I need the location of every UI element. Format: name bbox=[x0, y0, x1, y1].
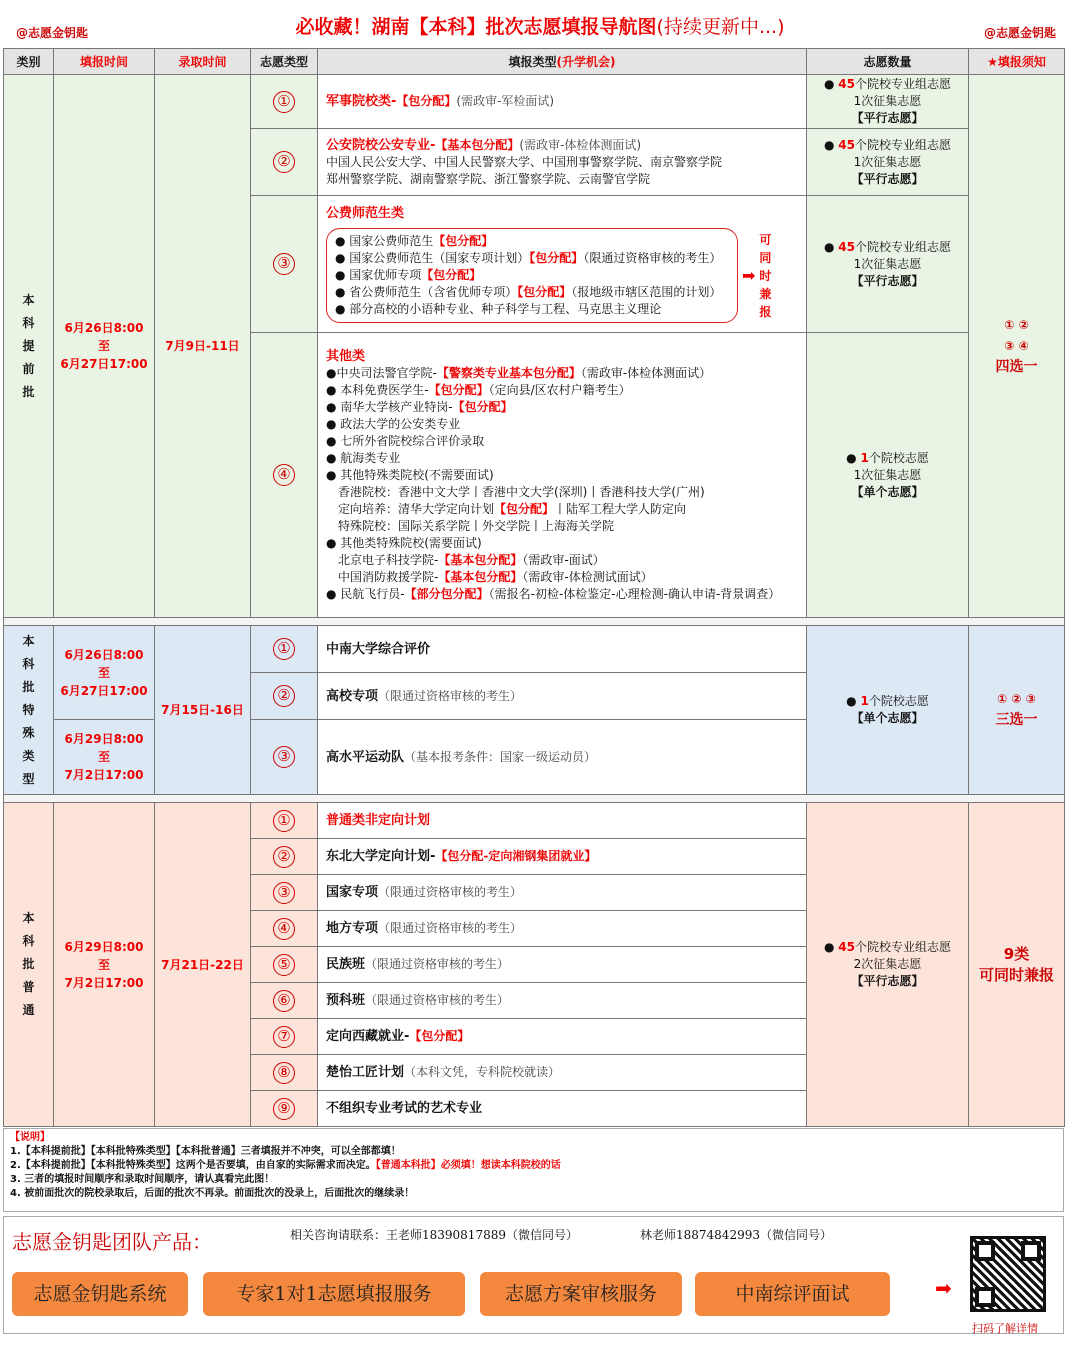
other-item: 定向培养：清华大学定向计划【包分配】丨陆军工程大学人防定向 bbox=[326, 501, 687, 516]
other-item: ● 南华大学核产业特岗-【包分配】 bbox=[326, 399, 513, 414]
explanation-box bbox=[3, 1128, 1064, 1212]
teacher-item: ● 省公费师范生（含省优师专项）【包分配】（报地级市辖区范围的计划） bbox=[335, 285, 722, 299]
other-item: 特殊院校：国际关系学院丨外交学院丨上海海关学院 bbox=[326, 518, 615, 533]
title-sub: (持续更新中...) bbox=[656, 16, 785, 38]
explain-line-4: 4. 被前面批次的院校录取后，后面的批次不再录。前面批次的没录上，后面批次的继续录！ bbox=[10, 1188, 415, 1199]
team-products-label: 志愿金钥匙团队产品： bbox=[12, 1230, 212, 1254]
sec1-row3-qty: ● 45个院校专业组志愿 1次征集志愿 【平行志愿】 bbox=[807, 196, 969, 333]
sec2-row2-num: ② bbox=[251, 673, 318, 720]
explain-line-2: 2.【本科提前批】【本科批特殊类型】这两个是否要填，由自家的实际需求而决定。【普通本科批】必须填！想读本科院校的话 bbox=[10, 1160, 561, 1171]
sec3-row-desc: 东北大学定向计划-【包分配-定向湘钢集团就业】 bbox=[318, 839, 807, 875]
sec3-row-desc: 民族班（限通过资格审核的考生） bbox=[318, 947, 807, 983]
contact-lin: 林老师18874842993（微信同号） bbox=[640, 1228, 832, 1242]
other-item: 北京电子科技学院-【基本包分配】（需政审-面试） bbox=[326, 552, 605, 567]
sec3-row-desc: 定向西藏就业-【包分配】 bbox=[318, 1019, 807, 1055]
other-item: ● 其他类特殊院校(需要面试) bbox=[326, 535, 482, 550]
qr-caption: 扫码了解详情 bbox=[972, 1322, 1038, 1335]
sec3-row-desc: 预科班（限通过资格审核的考生） bbox=[318, 983, 807, 1019]
navigation-table bbox=[3, 48, 1065, 1127]
sec1-row3-desc: 公费师范生类 ● 国家公费师范生【包分配】 ● 国家公费师范生（国家专项计划）【包分配】（限通过资格审核的考生） ● 国家优师专项【包分配】 ● 省公费师范生（含省优师专项）【包分配】（报地级市辖区范围的计划） ● 部分高校的小语种专业、种子科学与工程、马克思主义理论 ➡ 可 同 时 兼 报 bbox=[318, 196, 807, 333]
other-item: ● 民航飞行员-【部分包分配】（需报名-初检-体检鉴定-心理检测-确认申请-背景调查） bbox=[326, 586, 781, 601]
header-vol-count: 志愿数量 bbox=[807, 49, 969, 75]
header-notice: ★填报须知 bbox=[969, 49, 1065, 75]
page-title bbox=[0, 12, 1080, 39]
watermark-right: @志愿金钥匙 bbox=[983, 26, 1056, 40]
teacher-item: ● 国家优师专项【包分配】 bbox=[335, 268, 482, 282]
sec3-fill-time: 6月29日8:00 至 7月2日17:00 bbox=[54, 803, 155, 1127]
product-button-system[interactable]: 志愿金钥匙系统 bbox=[12, 1272, 188, 1316]
sec3-admit-time: 7月21日-22日 bbox=[155, 803, 251, 1127]
sec3-row-desc: 地方专项（限通过资格审核的考生） bbox=[318, 911, 807, 947]
other-item: ● 航海类专业 bbox=[326, 450, 401, 465]
arrow-right-icon: ➡ bbox=[935, 1276, 952, 1300]
sec3-row-desc: 不组织专业考试的艺术专业 bbox=[318, 1091, 807, 1127]
sec2-row1-num: ① bbox=[251, 626, 318, 673]
header-admit-time: 录取时间 bbox=[155, 49, 251, 75]
sec3-row-num: ⑥ bbox=[251, 983, 318, 1019]
other-item: ● 政法大学的公安类专业 bbox=[326, 416, 461, 431]
sec2-fill-time-1: 6月26日8:00 至 6月27日17:00 bbox=[54, 626, 155, 720]
qr-code-icon[interactable] bbox=[970, 1236, 1046, 1312]
sec1-row2-num: ② bbox=[251, 129, 318, 196]
header-fill-time: 填报时间 bbox=[54, 49, 155, 75]
sec3-row-num: ⑤ bbox=[251, 947, 318, 983]
header-vol-type: 志愿类型 bbox=[251, 49, 318, 75]
title-main: 必收藏！湖南【本科】批次志愿填报导航图 bbox=[295, 16, 657, 38]
sec2-row3-num: ③ bbox=[251, 720, 318, 795]
sec3-row-desc: 楚怡工匠计划（本科文凭，专科院校就读） bbox=[318, 1055, 807, 1091]
watermark-left: @志愿金钥匙 bbox=[16, 26, 89, 40]
product-button-review[interactable]: 志愿方案审核服务 bbox=[480, 1272, 682, 1316]
sec2-row1-desc: 中南大学综合评价 bbox=[318, 626, 807, 673]
other-item: 香港院校：香港中文大学丨香港中文大学(深圳)丨香港科技大学(广州) bbox=[326, 484, 705, 499]
sec2-qty: ● 1个院校志愿 【单个志愿】 bbox=[807, 626, 969, 795]
sec1-row2-qty: ● 45个院校专业组志愿 1次征集志愿 【平行志愿】 bbox=[807, 129, 969, 196]
sec1-row3-num: ③ bbox=[251, 196, 318, 333]
sec3-row-num: ④ bbox=[251, 911, 318, 947]
sec2-row3-desc: 高水平运动队（基本报考条件：国家一级运动员） bbox=[318, 720, 807, 795]
other-item: ● 其他特殊类院校(不需要面试) bbox=[326, 467, 494, 482]
sec3-notice: 9类 可同时兼报 bbox=[969, 803, 1065, 1127]
sec1-category: 本 科 提 前 批 bbox=[4, 75, 54, 618]
sec1-row1-desc: 军事院校类-【包分配】(需政审-军检面试) bbox=[318, 75, 807, 129]
other-item: ●中央司法警官学院-【警察类专业基本包分配】（需政审-体检体测面试） bbox=[326, 365, 712, 380]
sec1-admit-time: 7月9日-11日 bbox=[155, 75, 251, 618]
teacher-program-box bbox=[326, 228, 738, 323]
arrow-right-icon: ➡ bbox=[742, 266, 756, 285]
sec2-fill-time-2: 6月29日8:00 至 7月2日17:00 bbox=[54, 720, 155, 795]
explain-head: 【说明】 bbox=[10, 1132, 50, 1143]
teacher-item: ● 国家公费师范生（国家专项计划）【包分配】（限通过资格审核的考生） bbox=[335, 251, 722, 265]
other-item: ● 本科免费医学生-【包分配】（定向县/区农村户籍考生） bbox=[326, 382, 631, 397]
can-apply-together-note: 可 同 时 兼 报 bbox=[759, 232, 772, 319]
sec3-row-num: ② bbox=[251, 839, 318, 875]
sec1-row2-desc: 公安院校公安专业-【基本包分配】(需政审-体检体测面试) 中国人民公安大学、中国人民警察大学、中国刑事警察学院、南京警察学院 郑州警察学院、湖南警察学院、浙江警察学院、云南警官学院 bbox=[318, 129, 807, 196]
sec3-row-num: ⑨ bbox=[251, 1091, 318, 1127]
sec2-row2-desc: 高校专项（限通过资格审核的考生） bbox=[318, 673, 807, 720]
sec1-row4-desc: 其他类 ●中央司法警官学院-【警察类专业基本包分配】（需政审-体检体测面试） ● 本科免费医学生-【包分配】（定向县/区农村户籍考生） ● 南华大学核产业特岗-【包分配】 ● 政法大学的公安类专业 ● 七所外省院校综合评价录取 ● 航海类专业 ● 其他特殊类院校(不需要面试) 香港院校：香港中文大学丨香港中文大学(深圳)丨香港科技大学(广州) 定向培养：清华大学定向计划【包分配】丨陆军工程大学人防定向 特殊院校：国际关系学院丨外交学院丨上海海关学院 ● 其他类特殊院校(需要面试) 北京电子科技学院-【基本包分配】（需政审-面试） 中国消防救援学院-【基本包分配】（需政审-体检测试面试） ● 民航飞行员-【部分包分配】（需报名-初检-体检鉴定-心理检测-确认申请-背景调查） bbox=[318, 333, 807, 618]
sec2-notice: ① ② ③ 三选一 bbox=[969, 626, 1065, 795]
sec1-fill-time: 6月26日8:00 至 6月27日17:00 bbox=[54, 75, 155, 618]
sec3-row-desc: 普通类非定向计划 bbox=[318, 803, 807, 839]
header-fill-type: 填报类型(升学机会) bbox=[318, 49, 807, 75]
sec3-row-num: ③ bbox=[251, 875, 318, 911]
other-item: 中国消防救援学院-【基本包分配】（需政审-体检测试面试） bbox=[326, 569, 653, 584]
product-button-interview[interactable]: 中南综评面试 bbox=[695, 1272, 890, 1316]
sec3-row-num: ⑦ bbox=[251, 1019, 318, 1055]
explain-line-1: 1.【本科提前批】【本科批特殊类型】【本科批普通】三者填报并不冲突，可以全部都填！ bbox=[10, 1146, 401, 1157]
sec3-row-num: ⑧ bbox=[251, 1055, 318, 1091]
sec1-row4-num: ④ bbox=[251, 333, 318, 618]
sec3-row-desc: 国家专项（限通过资格审核的考生） bbox=[318, 875, 807, 911]
sec3-row-num: ① bbox=[251, 803, 318, 839]
contact-wang: 相关咨询请联系：王老师18390817889（微信同号） bbox=[290, 1228, 578, 1242]
other-item: ● 七所外省院校综合评价录取 bbox=[326, 433, 485, 448]
sec1-row4-qty: ● 1个院校志愿 1次征集志愿 【单个志愿】 bbox=[807, 333, 969, 618]
sec3-category: 本 科 批 普 通 bbox=[4, 803, 54, 1127]
teacher-item: ● 国家公费师范生【包分配】 bbox=[335, 234, 494, 248]
sec3-qty: ● 45个院校专业组志愿 2次征集志愿 【平行志愿】 bbox=[807, 803, 969, 1127]
teacher-item: ● 部分高校的小语种专业、种子科学与工程、马克思主义理论 bbox=[335, 302, 662, 316]
sec1-row1-num: ① bbox=[251, 75, 318, 129]
sec2-category: 本 科 批 特 殊 类 型 bbox=[4, 626, 54, 795]
sec2-admit-time: 7月15日-16日 bbox=[155, 626, 251, 795]
sec1-notice: ① ② ③ ④ 四选一 bbox=[969, 75, 1065, 618]
explain-line-3: 3. 三者的填报时间顺序和录取时间顺序，请认真看完此图！ bbox=[10, 1174, 275, 1185]
product-button-expert[interactable]: 专家1对1志愿填报服务 bbox=[203, 1272, 465, 1316]
sec1-row1-qty: ● 45个院校专业组志愿 1次征集志愿 【平行志愿】 bbox=[807, 75, 969, 129]
header-category: 类别 bbox=[4, 49, 54, 75]
